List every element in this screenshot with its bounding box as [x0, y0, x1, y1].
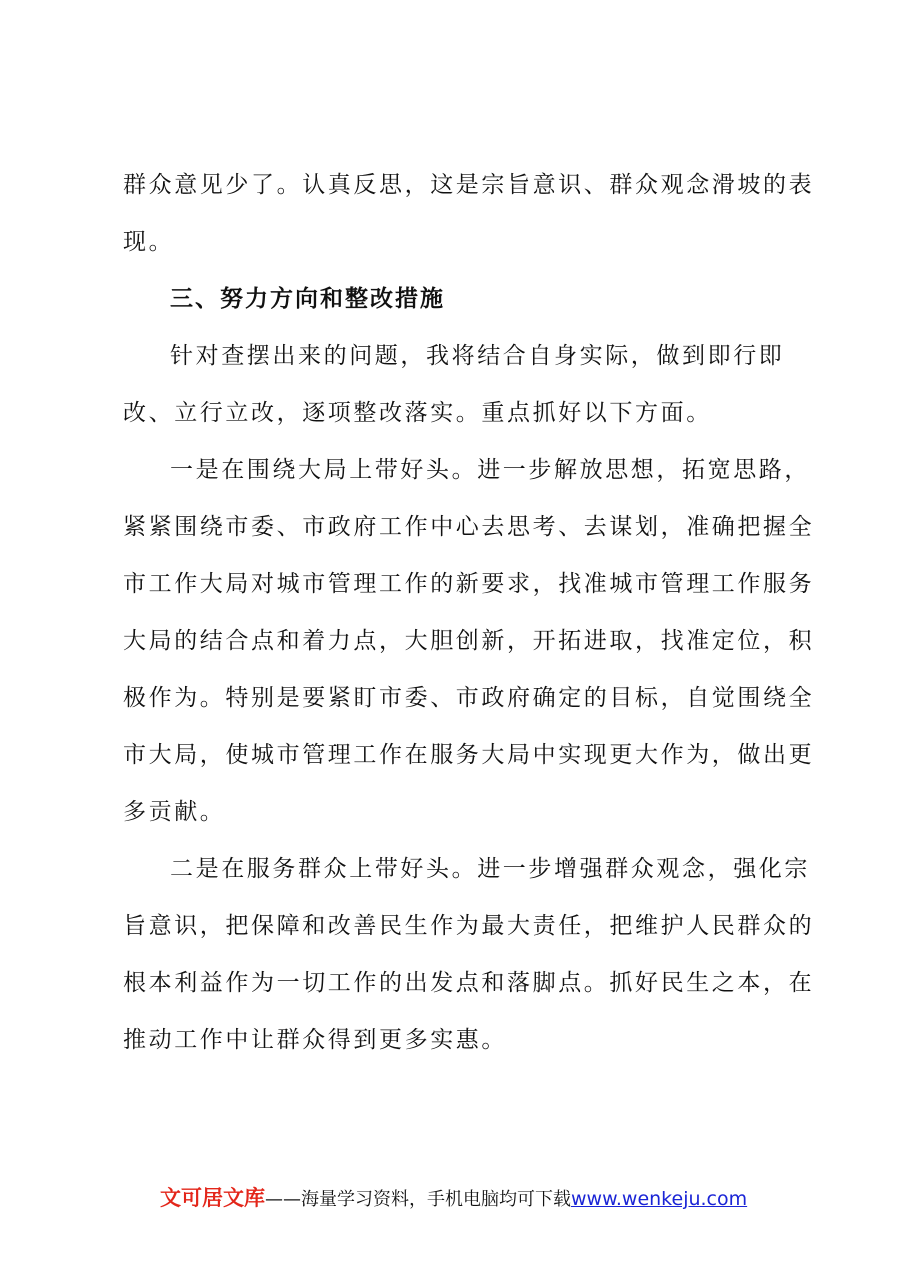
footer-slogan: ——海量学习资料，手机电脑均可下载 — [265, 1189, 571, 1210]
paragraph-line: 紧紧围绕市委、市政府工作中心去思考、去谋划，准确把握全 — [123, 514, 815, 540]
paragraph-line: 二是在服务群众上带好头。进一步增强群众观念，强化宗 — [170, 856, 810, 882]
paragraph-line: 极作为。特别是要紧盯市委、市政府确定的目标，自觉围绕全 — [123, 685, 815, 711]
paragraph-line: 多贡献。 — [123, 799, 226, 825]
paragraph-line: 改、立行立改，逐项整改落实。重点抓好以下方面。 — [123, 400, 712, 426]
paragraph-line: 旨意识，把保障和改善民生作为最大责任，把维护人民群众的 — [123, 913, 815, 939]
paragraph-line: 市工作大局对城市管理工作的新要求，找准城市管理工作服务 — [123, 571, 815, 597]
footer-banner — [160, 1183, 780, 1213]
paragraph-line: 现。 — [123, 229, 175, 255]
paragraph-line: 一是在围绕大局上带好头。进一步解放思想，拓宽思路， — [170, 457, 810, 483]
paragraph-line: 群众意见少了。认真反思，这是宗旨意识、群众观念滑坡的表 — [123, 172, 815, 198]
paragraph-line: 市大局，使城市管理工作在服务大局中实现更大作为，做出更 — [123, 742, 815, 768]
section-heading: 三、努力方向和整改措施 — [170, 286, 445, 312]
footer-link[interactable]: www.wenkeju.com — [571, 1188, 748, 1210]
paragraph-line: 针对查摆出来的问题，我将结合自身实际，做到即行即 — [170, 343, 785, 369]
paragraph-line: 根本利益作为一切工作的出发点和落脚点。抓好民生之本，在 — [123, 970, 815, 996]
paragraph-line: 推动工作中让群众得到更多实惠。 — [123, 1027, 507, 1053]
footer-brand: 文可居文库 — [160, 1186, 265, 1210]
paragraph-line: 大局的结合点和着力点，大胆创新，开拓进取，找准定位，积 — [123, 628, 815, 654]
